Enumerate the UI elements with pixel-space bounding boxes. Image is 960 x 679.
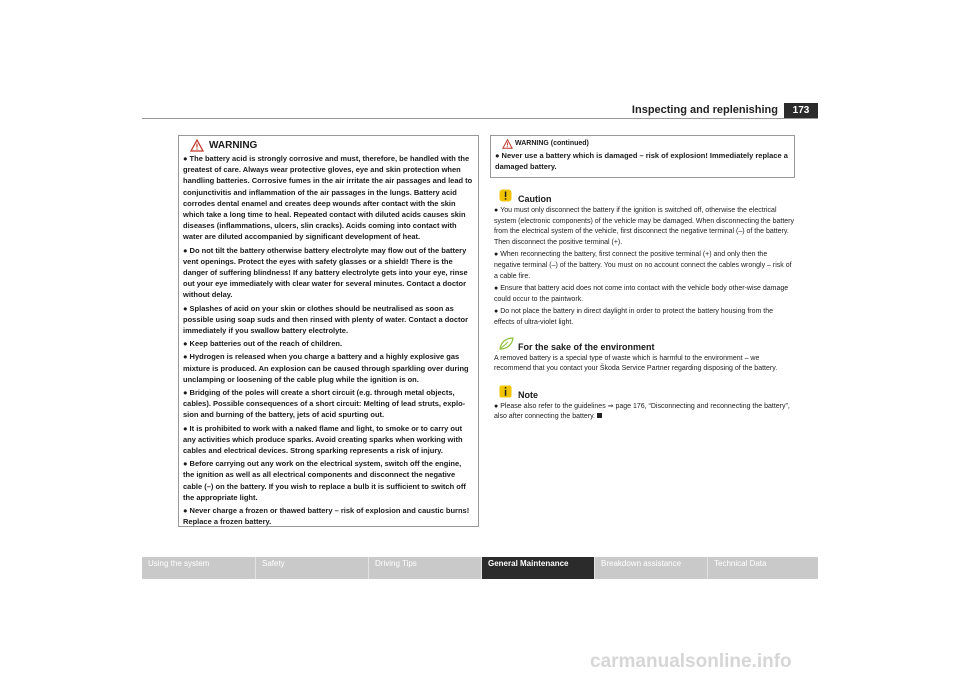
bullet-icon: ● [494,308,499,316]
warning-item: ● It is prohibited to work with a naked flame and light, to smoke or to carry out any activities which produce sparks. Avoid creating sparks when working with cables and electrical devices. Strong sparking represents a risk of injury. [183,423,463,456]
nav-tab-technical-data[interactable]: Technical Data [707,557,818,579]
warning-title-row [183,139,474,153]
nav-tab-general-maintenance[interactable]: General Maintenance [481,557,594,579]
end-of-section-icon [597,413,602,418]
page-number: 173 [784,103,818,119]
caution-icon [499,189,512,202]
warning-item: ● Never charge a frozen or thawed battery – risk of explosion and caustic burns! Replace a frozen battery. [183,506,470,527]
warning-continued-box [490,135,795,178]
caution-item: ● When reconnecting the battery, first connect the positive terminal (+) and only then the negative terminal (–) of the battery. You must on no account connect the cables wrongly – risk of a cable fire. [494,251,792,280]
bullet-icon: ● [183,506,188,516]
environment-heading [494,337,794,353]
warning-triangle-icon [190,139,204,152]
caution-item: ● You must only disconnect the battery if the ignition is switched off, otherwise the electrical system (electronic components) of the vehicle may be damaged. When disconnecting the battery from the electrical system of the vehicle, first disconnect the negative terminal (–) of the battery. Then disconnect the positive terminal (+). [494,207,794,246]
bullet-icon: ● [494,251,499,259]
warning-item: ● Bridging of the poles will create a short circuit (e.g. through metal objects, cables). Possible consequences of a short circuit: Melting of lead struts, explo-sion and burning of the battery, jets of acid spurting out. [183,388,466,420]
header-rule [142,118,818,119]
nav-tab-driving-tips[interactable]: Driving Tips [368,557,481,579]
warning-continued-title: WARNING (continued) [515,140,589,147]
warning-item: ● Before carrying out any work on the electrical system, switch off the engine, the ignition as well as all electrical components and disconnect the negative cable (–) on the battery. If you wish to replace a bulb it is sufficient to switch off the appropriate light. [183,459,466,502]
bullet-icon: ● [183,459,188,469]
warning-item: ● Splashes of acid on your skin or clothes should be neutralised as soon as possible using soap suds and then rinsed with plenty of water. Contact a doctor immediately if you swallow battery electrolyte. [183,303,469,336]
caution-item: ● Do not place the battery in direct daylight in order to protect the battery housing from the effects of ultra-violet light. [494,308,773,326]
nav-tab-safety[interactable]: Safety [255,557,368,579]
bullet-icon: ● [183,154,188,163]
bullet-icon: ● [494,207,499,214]
bullet-icon: ● [494,402,499,410]
caution-heading [494,189,794,205]
bullet-icon: ● [494,285,499,293]
right-column [494,189,794,425]
bottom-navigation [142,557,818,579]
warning-triangle-icon [502,139,513,149]
note-title: Note [518,389,538,400]
note-icon [499,385,512,398]
warning-title: WARNING [209,140,258,151]
bullet-icon: ● [495,151,500,160]
note-item: ● Please also refer to the guidelines ⇒ page 176, “Disconnecting and reconnecting the battery”, also after connecting the battery. [494,402,790,421]
bullet-icon: ● [183,303,188,313]
nav-tab-breakdown-assistance[interactable]: Breakdown assistance [594,557,707,579]
warning-item: ● Keep batteries out of the reach of children. [183,339,343,349]
note-heading [494,385,794,401]
warning-item: ● The battery acid is strongly corrosive and must, therefore, be handled with the greatest of care. Always wear protective gloves, eye and skin protection when handling batteries. Corrosive fumes in the air irritate the air passages and lead to conjunctivitis and inflammation of the air passages in the lungs. Battery acid corrodes dental enamel and creates deep wounds after contact with the skin which take a long time to heal. Repeated contact with diluted acids causes skin diseases (inflammations, ulcers, slin cracks). Acids coming into contact with water are diluted accompanied by significant development of heat. [183,154,473,242]
watermark: carmanualsonline.info [590,651,792,672]
bullet-icon: ● [183,388,188,398]
warning-item: ● Never use a battery which is damaged – risk of explosion! Immediately replace a damaged battery. [495,151,788,172]
bullet-icon: ● [183,339,188,349]
environment-text: A removed battery is a special type of waste which is harmful to the environment – we recommend that you contact your Škoda Service Partner regarding disposing of the battery. [494,354,778,373]
bullet-icon: ● [183,352,188,362]
caution-title: Caution [518,194,552,204]
warning-item: ● Do not tilt the battery otherwise battery electrolyte may flow out of the battery vent openings. Protect the eyes with safety glasses or a shield! There is the danger of suffering blindness! If any battery electrolyte gets into your eye, rinse out your eye immediately with clear water for several minutes. Contact a doctor without delay. [183,245,468,300]
environment-title: For the sake of the environment [518,341,655,352]
warning-item: ● Hydrogen is released when you charge a battery and a highly explosive gas mixture is produced. An explosion can be caused through sparkling over during unclamping or loosening of the cable plug while the ignition is on. [183,352,469,384]
bullet-icon: ● [183,423,188,433]
leaf-icon [499,337,514,350]
nav-tab-using-the-system[interactable]: Using the system [148,559,210,568]
page-title: Inspecting and replenishing [631,104,778,116]
warning-continued-title-row [495,139,790,150]
bullet-icon: ● [183,245,188,255]
warning-box [178,135,479,527]
page-header [142,103,818,119]
caution-item: ● Ensure that battery acid does not come into contact with the vehicle body other-wise damage could occur to the paintwork. [494,285,789,303]
